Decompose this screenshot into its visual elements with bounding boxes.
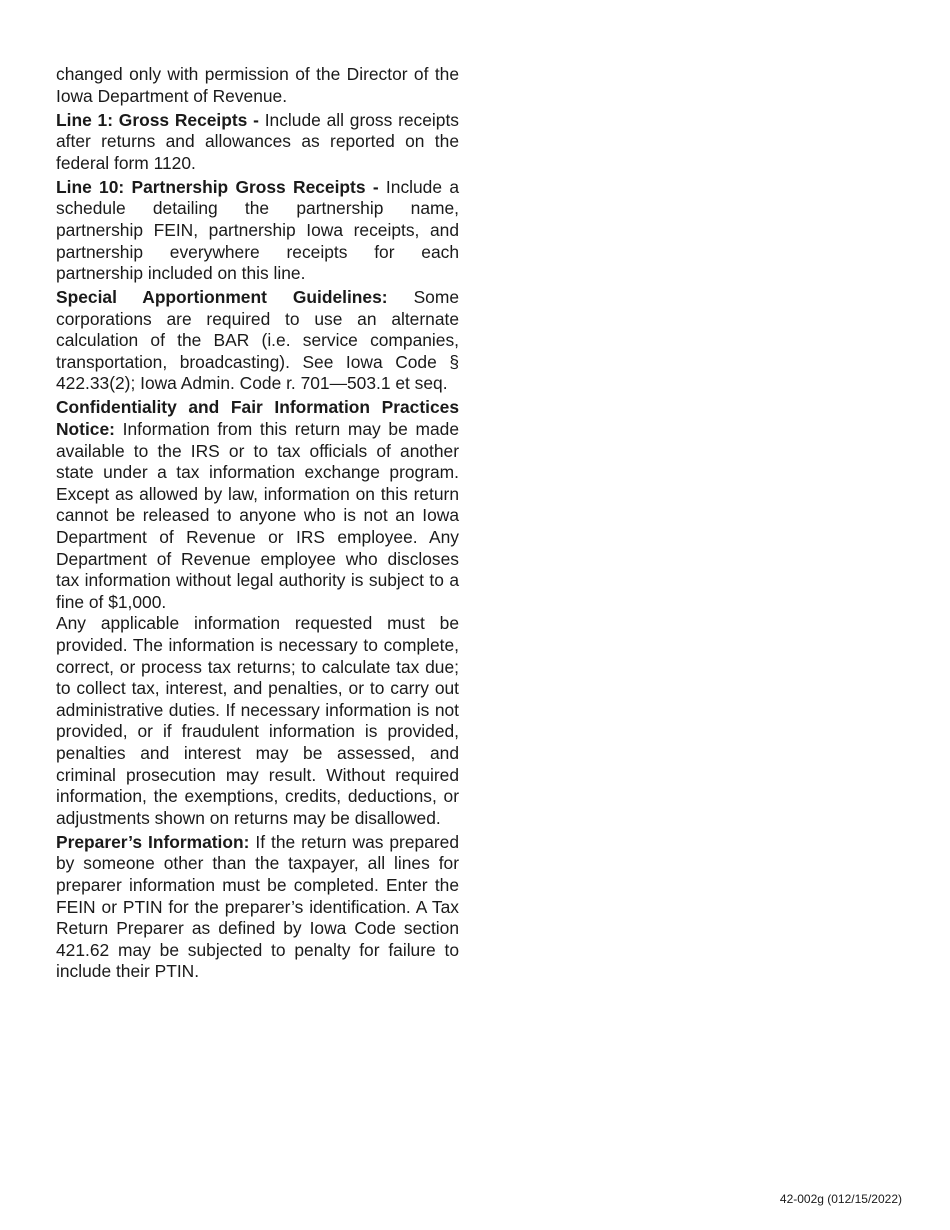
preparer-information-text: If the return was prepared by someone other than the taxpayer, all lines for preparer information must be completed. Enter the FEIN or PTIN for the preparer’s identification. A Tax Return Preparer as defined by Iowa Code section 421.62 may be subjected to penalty for failure to include their PTIN.: [56, 831, 460, 982]
form-revision-id: 42-002g (012/15/2022): [779, 1192, 902, 1206]
line-10-heading: Line 10: Partnership Gross Receipts -: [56, 176, 379, 197]
line-1-text: Include all gross receipts after returns and allowances as reported on the federal form 1120.: [56, 109, 459, 173]
continuation-text: changed only with permission of the Director of the Iowa Department of Revenue.: [56, 64, 459, 106]
preparer-information-heading: Preparer’s Information:: [56, 831, 250, 852]
line-10-instructions: [56, 177, 459, 285]
special-apportionment-text: Some corporations are required to use an alternate calculation of the BAR (i.e. service companies, transportation, broadcasting). See Iowa Code § 422.33(2); Iowa Admin. Code r. 701—503.1 et seq.: [56, 287, 460, 394]
line-10-text: Include a schedule detailing the partnership name, partnership FEIN, partnership Iowa receipts, and partnership everywhere receipts for each partnership included on this line.: [56, 176, 459, 284]
line-1-heading: Line 1: Gross Receipts -: [56, 109, 259, 130]
continuation-paragraph: [56, 64, 459, 107]
preparer-information-section: [56, 832, 459, 983]
special-apportionment-section: [56, 287, 459, 395]
confidentiality-notice-text: Information from this return may be made available to the IRS or to tax officials of another state under a tax information exchange program. Except as allowed by law, information on this return cannot be released to anyone who is not an Iowa Department of Revenue or IRS employee. Any Department of Revenue employee who discloses tax information without legal authority is subject to a fine of $1,000.: [56, 419, 459, 612]
confidentiality-notice-section: [56, 397, 459, 613]
special-apportionment-heading: Special Apportionment Guidelines:: [56, 287, 388, 308]
line-1-instructions: [56, 110, 459, 175]
confidentiality-notice-heading: Confidentiality and Fair Information Practices Notice:: [56, 397, 459, 440]
required-information-text: Any applicable information requested must be provided. The information is necessary to complete, correct, or process tax returns; to calculate tax due; to collect tax, interest, and penalties, or to carry out administrative duties. If necessary information is not provided, or if fraudulent information is provided, penalties and interest may be assessed, and criminal prosecution may result. Without required information, the exemptions, credits, deductions, or adjustments shown on returns may be disallowed.: [56, 613, 459, 828]
required-information-paragraph: [56, 613, 459, 829]
instructions-column: [56, 64, 459, 985]
